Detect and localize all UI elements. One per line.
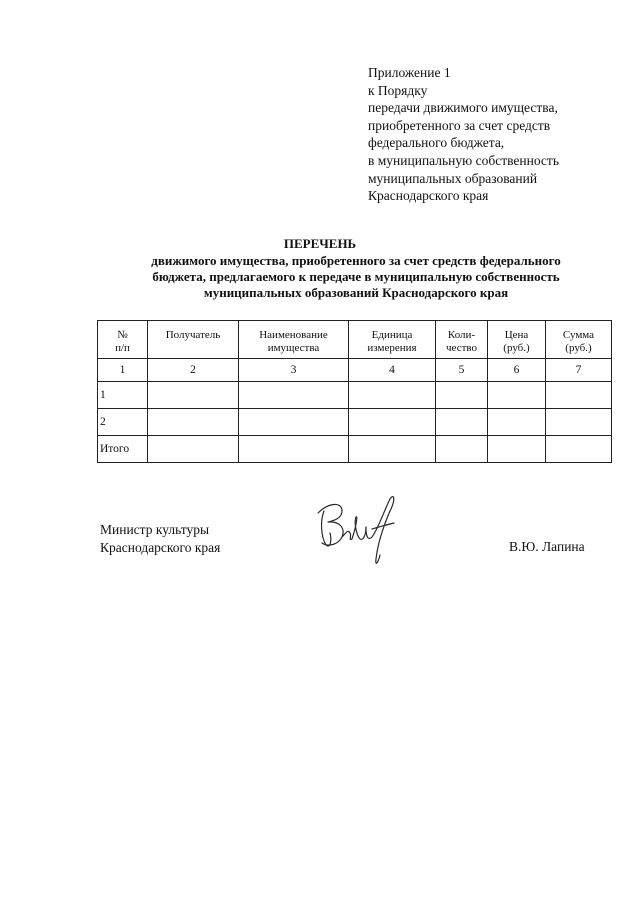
column-number: 2 (148, 359, 239, 382)
annex-line: федерального бюджета, (368, 135, 505, 151)
table-cell (436, 436, 488, 463)
annex-block (368, 64, 628, 205)
annex-line: муниципальных образований (368, 170, 538, 186)
annex-line: Краснодарского края (368, 188, 489, 204)
column-number: 7 (546, 359, 612, 382)
header-sum: Сумма (руб.) (546, 321, 612, 359)
signer-name: В.Ю. Лапина (509, 539, 585, 554)
table-cell (546, 382, 612, 409)
row-label: 1 (98, 382, 148, 409)
table-cell (488, 409, 546, 436)
table-cell (239, 382, 349, 409)
document-subtitle (100, 253, 612, 301)
header-price: Цена (руб.) (488, 321, 546, 359)
signer-position-line: Министр культуры (100, 522, 210, 537)
table-cell (349, 436, 436, 463)
table-cell (488, 436, 546, 463)
column-number: 5 (436, 359, 488, 382)
property-list-table (97, 320, 612, 463)
table-total-row (98, 436, 612, 463)
table-cell (349, 382, 436, 409)
table-row (98, 409, 612, 436)
table-header-row (98, 321, 612, 359)
table-cell (148, 409, 239, 436)
signer-position (100, 521, 220, 557)
table-cell (148, 382, 239, 409)
subtitle-line: бюджета, предлагаемого к передаче в муниципальную собственность (152, 269, 560, 284)
column-number: 3 (239, 359, 349, 382)
table-cell (436, 382, 488, 409)
subtitle-line: движимого имущества, приобретенного за счет средств федерального (151, 253, 561, 268)
table-cell (239, 409, 349, 436)
header-quantity: Коли- чество (436, 321, 488, 359)
signer-position-line: Краснодарского края (100, 540, 221, 555)
subtitle-line: муниципальных образований Краснодарского края (203, 285, 509, 300)
annex-line: передачи движимого имущества, (368, 100, 558, 116)
annex-line: в муниципальную собственность (368, 152, 559, 168)
table-cell (239, 436, 349, 463)
table-cell (148, 436, 239, 463)
header-number: № п/п (98, 321, 148, 359)
annex-line: к Порядку (368, 82, 428, 98)
column-number: 1 (98, 359, 148, 382)
header-unit: Единица измерения (349, 321, 436, 359)
handwritten-signature (312, 489, 404, 571)
column-number: 4 (349, 359, 436, 382)
header-property-name: Наименование имущества (239, 321, 349, 359)
column-number: 6 (488, 359, 546, 382)
column-number-row (98, 359, 612, 382)
table-cell (436, 409, 488, 436)
table-cell (546, 436, 612, 463)
table-row (98, 382, 612, 409)
header-recipient: Получатель (148, 321, 239, 359)
table-cell (349, 409, 436, 436)
table-cell (488, 382, 546, 409)
annex-line: приобретенного за счет средств (368, 117, 551, 133)
table-cell (546, 409, 612, 436)
annex-line: Приложение 1 (368, 65, 451, 80)
total-label: Итого (98, 436, 148, 463)
document-title: ПЕРЕЧЕНЬ (283, 236, 357, 251)
row-label: 2 (98, 409, 148, 436)
